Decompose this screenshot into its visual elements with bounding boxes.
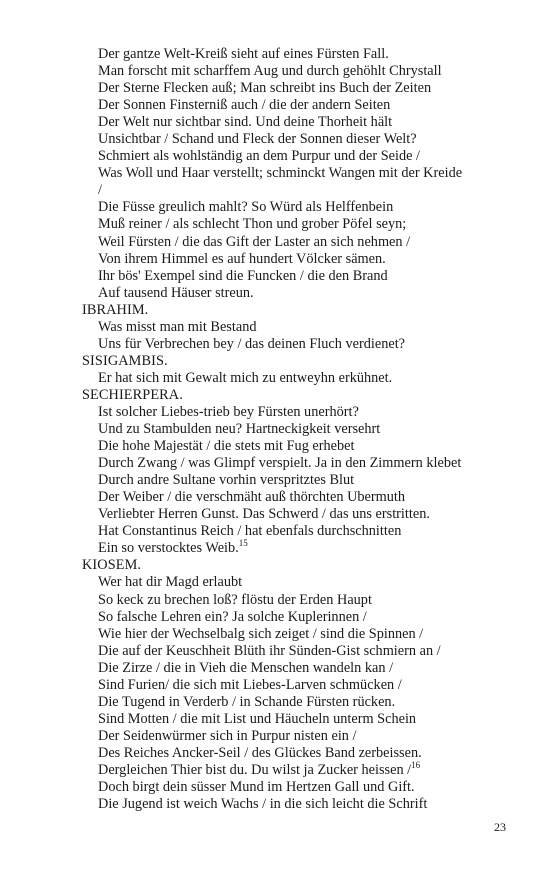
verse-line (82, 131, 512, 148)
speaker-name (82, 353, 512, 370)
line-text: Muß reiner / als schlecht Thon und grober Pöfel seyn; (98, 216, 407, 233)
line-text: KIOSEM. (82, 557, 142, 574)
verse-line (82, 540, 512, 557)
line-text: SECHIERPERA. (82, 386, 183, 403)
verse-line (82, 574, 512, 591)
verse-line (82, 199, 512, 216)
verse-line (82, 46, 512, 63)
verse-line (82, 97, 512, 114)
line-text: So keck zu brechen loß? flöstu der Erden Haupt (98, 591, 372, 608)
verse-line (82, 489, 512, 506)
verse-line (82, 592, 512, 609)
verse-line (82, 609, 512, 626)
line-text: Hat Constantinus Reich / hat ebenfals durchschnitten (98, 523, 402, 540)
line-text: Die hohe Majestät / die stets mit Fug erhebet (98, 438, 355, 455)
speaker-name (82, 302, 512, 319)
line-text: SISIGAMBIS. (82, 352, 168, 369)
line-text: Die Jugend ist weich Wachs / in die sich leicht die Schrift (98, 796, 428, 813)
verse-line (82, 472, 512, 489)
verse-line (82, 268, 512, 285)
line-text: Unsichtbar / Schand und Fleck der Sonnen dieser Welt? (98, 131, 417, 148)
verse-line (82, 438, 512, 455)
verse-line (82, 421, 512, 438)
line-text: Die Füsse greulich mahlt? So Würd als Helffenbein (98, 199, 394, 216)
line-text: Und zu Stambulden neu? Hartneckigkeit versehrt (98, 421, 381, 438)
verse-line (82, 455, 512, 472)
line-text: Die auf der Keuschheit Blüth ihr Sünden-Gist schmiern an / (98, 642, 441, 659)
verse-line (82, 643, 512, 660)
speaker-name (82, 557, 512, 574)
line-text: Weil Fürsten / die das Gift der Laster an sich nehmen / (98, 233, 411, 250)
line-text: Von ihrem Himmel es auf hundert Völcker sämen. (98, 250, 386, 267)
verse-line (82, 759, 512, 779)
verse-line (82, 745, 512, 762)
verse-line (82, 728, 512, 745)
verse-line (82, 506, 512, 523)
line-text: Sind Motten / die mit List und Häucheln unterm Schein (98, 710, 417, 727)
line-text: Was Woll und Haar verstellt; schminckt Wangen mit der Kreide (98, 165, 463, 182)
line-text: Wie hier der Wechselbalg sich zeiget / sind die Spinnen / (98, 625, 424, 642)
line-text: / (98, 182, 102, 199)
line-text: Der gantze Welt-Kreiß sieht auf eines Fürsten Fall. (98, 46, 389, 62)
verse-line (82, 165, 512, 182)
line-text: Dergleichen Thier bist du. Du wilst ja Zucker heissen / (98, 761, 412, 778)
verse-line (82, 660, 512, 677)
verse-line (82, 216, 512, 233)
line-text: Die Tugend in Verderb / in Schande Fürsten rücken. (98, 693, 396, 710)
line-text: Der Seidenwürmer sich in Purpur nisten ein / (98, 727, 357, 744)
line-text: Schmiert als wohlständig an dem Purpur und der Seide / (98, 148, 421, 165)
verse-line (82, 336, 512, 353)
line-text: IBRAHIM. (82, 301, 149, 318)
footnote-marker: 15 (238, 538, 248, 549)
verse-line (82, 148, 512, 165)
footnote-marker: 16 (411, 759, 421, 770)
line-text: Die Zirze / die in Vieh die Menschen wandeln kan / (98, 659, 394, 676)
speaker-name (82, 387, 512, 404)
verse-line (82, 234, 512, 251)
line-text: Wer hat dir Magd erlaubt (98, 574, 243, 591)
line-text: Doch birgt dein süsser Mund im Hertzen Gall und Gift. (98, 779, 415, 796)
line-text: Durch andre Sultane vorhin verspritztes Blut (98, 472, 355, 489)
line-text: Der Sonnen Finsterniß auch / die der andern Seiten (98, 97, 391, 114)
verse-line (82, 626, 512, 643)
line-text: Er hat sich mit Gewalt mich zu entweyhn erkühnet. (98, 369, 393, 386)
page-number: 23 (494, 820, 506, 834)
verse-line (82, 779, 512, 796)
line-text: Ihr bös' Exempel sind die Funcken / die den Brand (98, 267, 388, 284)
verse-line (82, 370, 512, 387)
verse-line (82, 523, 512, 540)
line-text: Der Sterne Flecken auß; Man schreibt ins Buch der Zeiten (98, 80, 432, 97)
line-text: Was misst man mit Bestand (98, 318, 257, 335)
play-text (82, 46, 512, 813)
verse-line (82, 404, 512, 421)
verse-line (82, 114, 512, 131)
line-text: Ein so verstocktes Weib. (98, 540, 239, 557)
line-text: Man forscht mit scharffem Aug und durch gehöhlt Chrystall (98, 63, 442, 80)
line-text: So falsche Lehren ein? Ja solche Kuplerinnen / (98, 608, 367, 625)
line-text: Des Reiches Ancker-Seil / des Glückes Band zerbeissen. (98, 744, 422, 761)
line-text: Verliebter Herren Gunst. Das Schwerd / das uns erstritten. (98, 506, 430, 523)
line-text: Der Welt nur sichtbar sind. Und deine Thorheit hält (98, 114, 393, 131)
verse-line (82, 285, 512, 302)
verse-line (82, 319, 512, 336)
verse-line (82, 251, 512, 268)
verse-line (82, 694, 512, 711)
verse-line (82, 677, 512, 694)
verse-line (82, 711, 512, 728)
verse-line (82, 182, 512, 199)
line-text: Uns für Verbrechen bey / das deinen Fluch verdienet? (98, 335, 406, 352)
line-text: Ist solcher Liebes-trieb bey Fürsten unerhört? (98, 403, 359, 420)
line-text: Durch Zwang / was Glimpf verspielt. Ja in den Zimmern klebet (98, 455, 462, 472)
line-text: Der Weiber / die verschmäht auß thörchten Ubermuth (98, 489, 406, 506)
line-text: Sind Furien/ die sich mit Liebes-Larven schmücken / (98, 676, 402, 693)
line-text: Auf tausend Häuser streun. (98, 284, 254, 301)
verse-line (82, 80, 512, 97)
verse-line (82, 63, 512, 80)
verse-line (82, 796, 512, 813)
